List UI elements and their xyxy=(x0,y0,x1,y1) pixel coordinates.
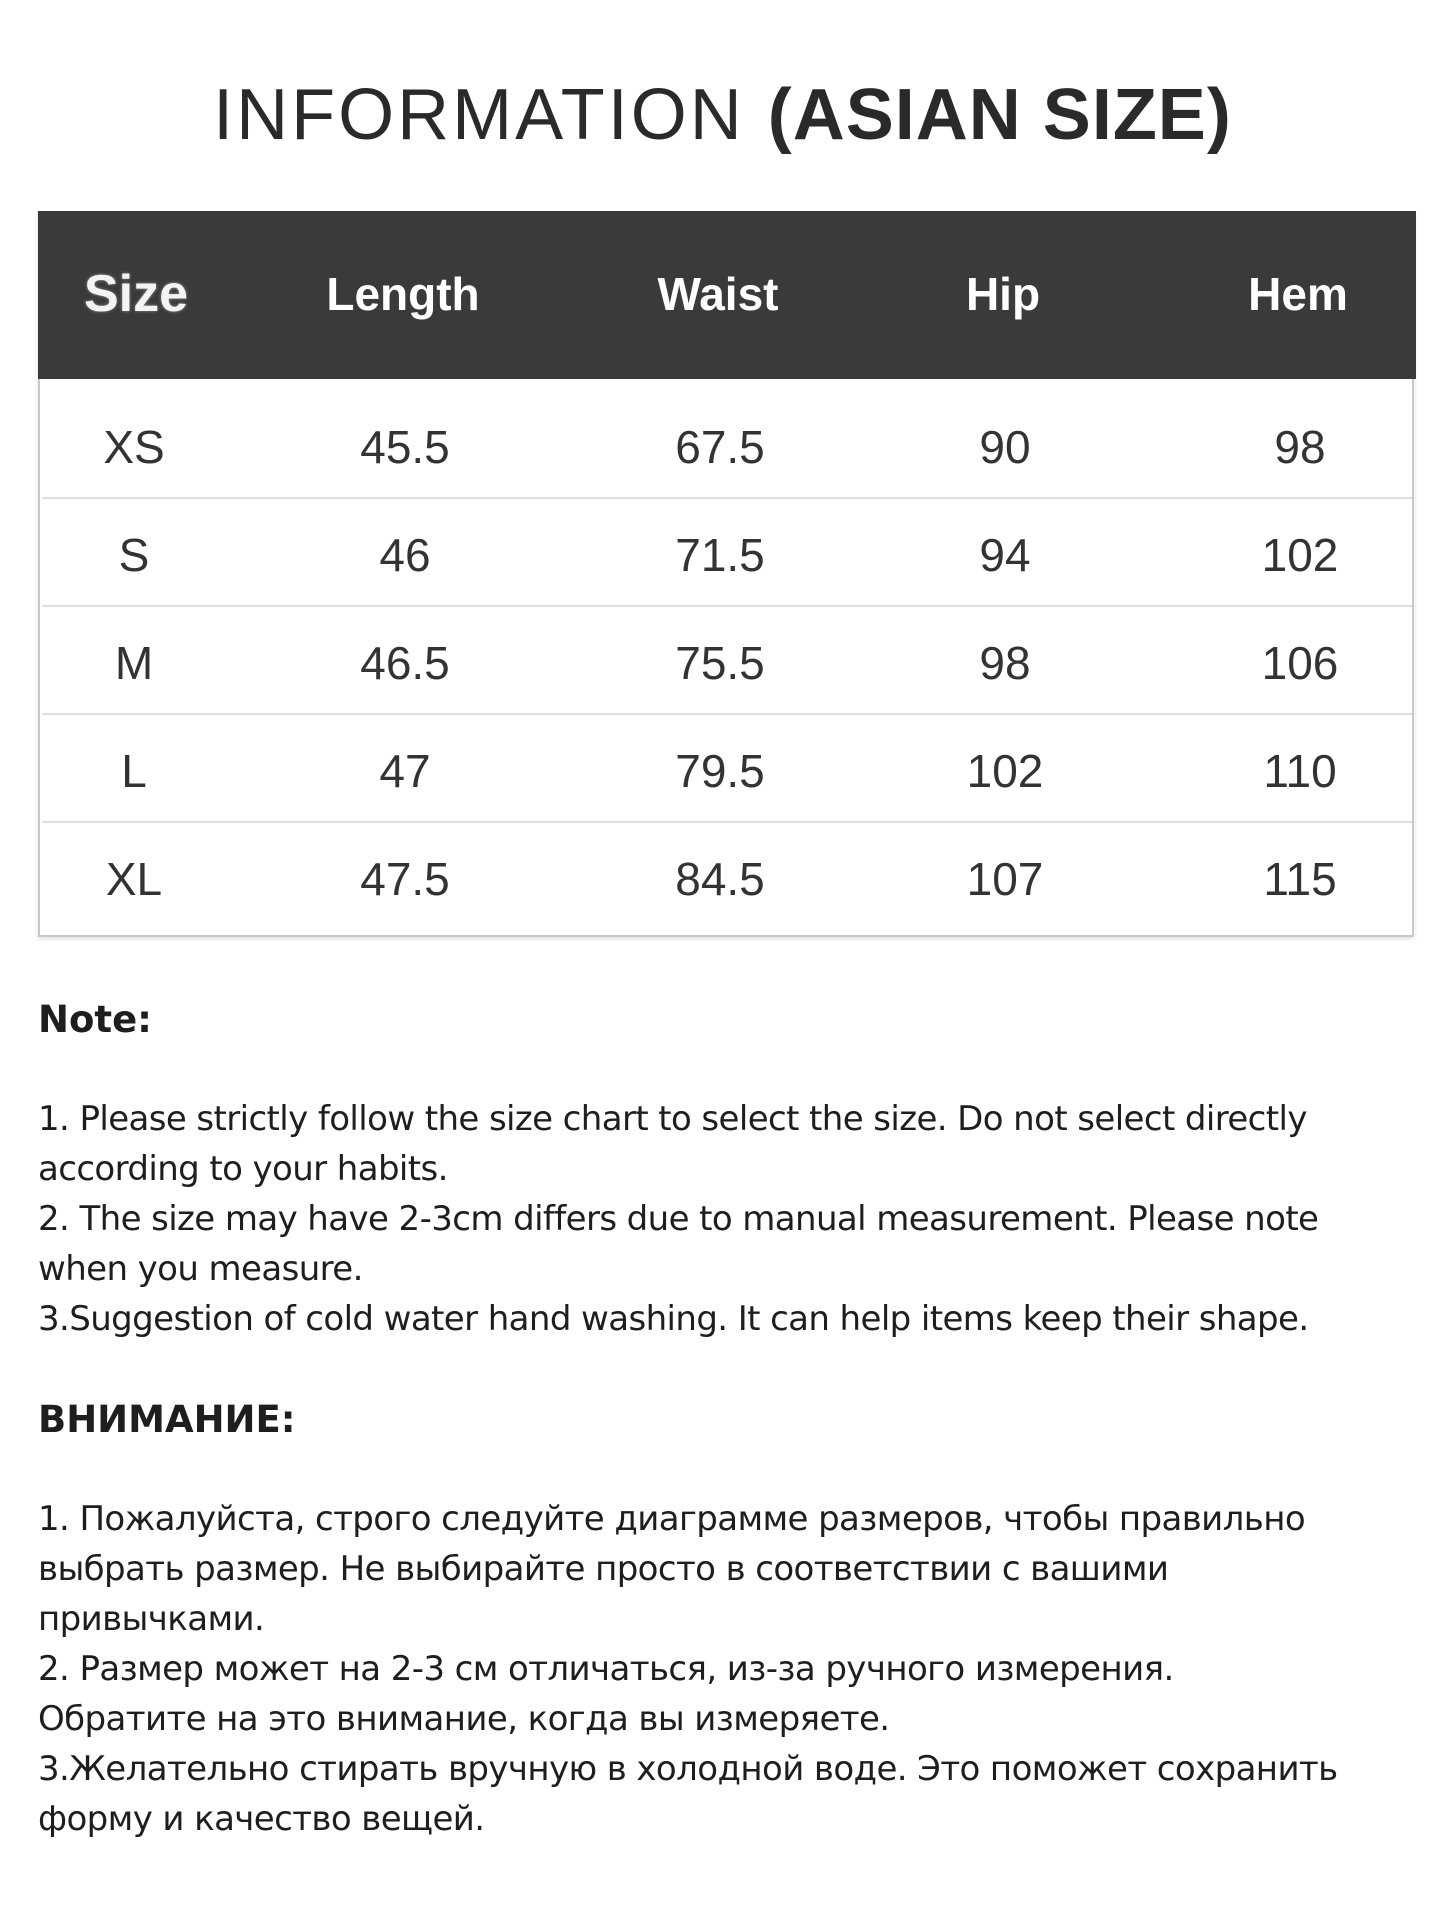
note-line: Обратите на это внимание, когда вы измеряете. xyxy=(38,1699,890,1739)
cell-hip: 94 xyxy=(979,529,1031,581)
cell-size: S xyxy=(118,529,150,581)
note-line: форму и качество вещей. xyxy=(38,1799,485,1839)
size-table xyxy=(38,211,1414,937)
header-size: Size xyxy=(83,265,189,323)
note-line: 3.Желательно стирать вручную в холодной воде. Это поможет сохранить xyxy=(38,1749,1338,1789)
page-title-size-system: (ASIAN SIZE) xyxy=(767,75,1232,155)
cell-hip: 107 xyxy=(966,853,1044,905)
cell-length: 46 xyxy=(379,529,431,581)
header-hem: Hem xyxy=(1248,268,1348,320)
cell-hem: 98 xyxy=(1274,421,1326,473)
cell-length: 45.5 xyxy=(360,421,450,473)
cell-length: 47.5 xyxy=(360,853,450,905)
cell-waist: 71.5 xyxy=(675,529,765,581)
note-heading: Note: xyxy=(38,998,152,1041)
cell-size: M xyxy=(114,637,154,689)
note-line: привычками. xyxy=(38,1599,265,1639)
page-title-main: INFORMATION xyxy=(213,75,768,155)
cell-hip: 102 xyxy=(966,745,1044,797)
table-row xyxy=(40,715,1412,823)
cell-hip: 98 xyxy=(979,637,1031,689)
header-waist: Waist xyxy=(657,268,779,320)
cell-waist: 67.5 xyxy=(675,421,765,473)
cell-size: XS xyxy=(103,421,165,473)
size-table-header xyxy=(38,211,1416,379)
cell-hip: 90 xyxy=(979,421,1031,473)
header-length: Length xyxy=(326,268,480,320)
cell-waist: 79.5 xyxy=(675,745,765,797)
note-line: выбрать размер. Не выбирайте просто в соответствии с вашими xyxy=(38,1549,1169,1589)
cell-length: 47 xyxy=(379,745,431,797)
cell-hem: 102 xyxy=(1261,529,1339,581)
table-row xyxy=(40,823,1412,931)
cell-hem: 110 xyxy=(1263,745,1337,797)
note-line: when you measure. xyxy=(38,1249,363,1289)
table-row xyxy=(40,499,1412,607)
header-hip: Hip xyxy=(965,268,1041,320)
cell-size: L xyxy=(121,745,147,797)
note-line: 2. Размер может на 2-3 см отличаться, из-за ручного измерения. xyxy=(38,1649,1174,1689)
cell-hem: 106 xyxy=(1261,637,1339,689)
note-line: 2. The size may have 2-3cm differs due to manual measurement. Please note xyxy=(38,1199,1319,1239)
note-line: according to your habits. xyxy=(38,1149,448,1189)
cell-waist: 75.5 xyxy=(675,637,765,689)
cell-waist: 84.5 xyxy=(675,853,765,905)
table-row xyxy=(40,391,1412,499)
cell-size: XL xyxy=(105,853,163,905)
note-line: 1. Please strictly follow the size chart to select the size. Do not select directly xyxy=(38,1099,1307,1139)
note-line: 1. Пожалуйста, строго следуйте диаграмме размеров, чтобы правильно xyxy=(38,1499,1306,1539)
cell-length: 46.5 xyxy=(360,637,450,689)
page-title xyxy=(0,70,1445,160)
note-heading: ВНИМАНИЕ: xyxy=(38,1398,296,1441)
table-row xyxy=(40,607,1412,715)
cell-hem: 115 xyxy=(1263,853,1337,905)
note-line: 3.Suggestion of cold water hand washing. It can help items keep their shape. xyxy=(38,1299,1309,1339)
